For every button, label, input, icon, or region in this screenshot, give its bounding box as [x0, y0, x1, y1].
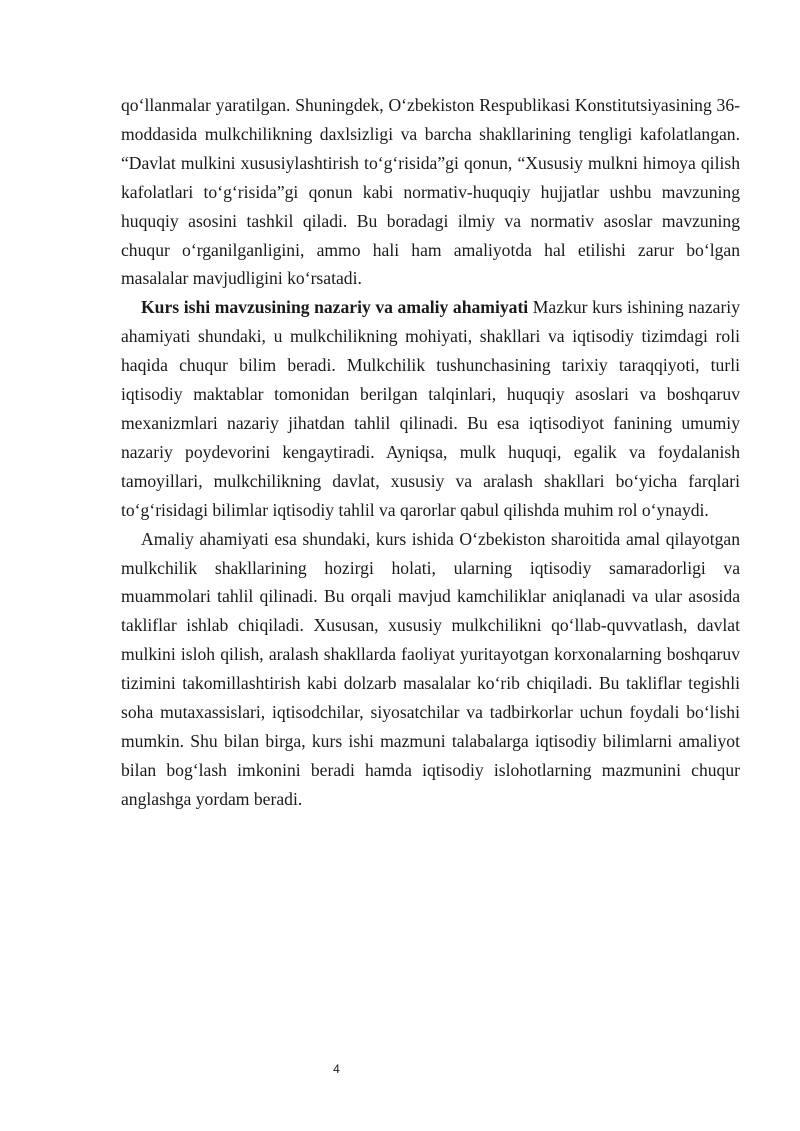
- page-number: 4: [333, 1062, 340, 1076]
- paragraph-theoretical-body: Mazkur kurs ishining nazariy ahamiyati shundaki, u mulkchilikning mohiyati, shakllari va iqtisodiy tizimdagi roli haqida chuqur bilim beradi. Mulkchilik tushunchasining tarixiy taraqqiyoti, turli iqtisodiy maktablar tomonidan berilgan talqinlari, huquqiy asoslari va boshqaruv mexanizmlari nazariy jihatdan tahlil qilinadi. Bu esa iqtisodiyot fanining umumiy nazariy poydevorini kengaytiradi. Ayniqsa, mulk huquqi, egalik va foydalanish tamoyillari, mulkchilikning davlat, xususiy va aralash shakllari bo‘yicha farqlari to‘g‘risidagi bilimlar iqtisodiy tahlil va qarorlar qabul qilishda muhim rol o‘ynaydi.: [121, 297, 740, 520]
- paragraph-legal-basis: qo‘llanmalar yaratilgan. Shuningdek, O‘zbekiston Respublikasi Konstitutsiyasining 36-moddasida mulkchilikning daxlsizligi va barcha shakllarining tengligi kafolatlangan. “Davlat mulkini xususiylashtirish to‘g‘risida”gi qonun, “Xususiy mulkni himoya qilish kafolatlari to‘g‘risida”gi qonun kabi normativ-huquqiy hujjatlar ushbu mavzuning huquqiy asosini tashkil qiladi. Bu boradagi ilmiy va normativ asoslar mavzuning chuqur o‘rganilganligini, ammo hali ham amaliyotda hal etilishi zarur bo‘lgan masalalar mavjudligini ko‘rsatadi.: [121, 95, 740, 289]
- paragraph-theoretical-significance: [121, 293, 740, 524]
- paragraph-practical-significance: Amaliy ahamiyati esa shundaki, kurs ishida O‘zbekiston sharoitida amal qilayotgan mulkchilik shakllarining hozirgi holati, ularning iqtisodiy samaradorligi va muammolari tahlil qilinadi. Bu orqali mavjud kamchiliklar aniqlanadi va ular asosida takliflar ishlab chiqiladi. Xususan, xususiy mulkchilikni qo‘llab-quvvatlash, davlat mulkini isloh qilish, aralash shakllarda faoliyat yuritayotgan korxonalarning boshqaruv tizimini takomillashtirish kabi dolzarb masalalar ko‘rib chiqiladi. Bu takliflar tegishli soha mutaxassislari, iqtisodchilar, siyosatchilar va tadbirkorlar uchun foydali bo‘lishi mumkin. Shu bilan birga, kurs ishi mazmuni talabalarga iqtisodiy bilimlarni amaliyot bilan bog‘lash imkonini beradi hamda iqtisodiy islohotlarning mazmunini chuqur anglashga yordam beradi.: [121, 528, 740, 809]
- body-text: [121, 91, 740, 814]
- section-heading-significance: Kurs ishi mavzusining nazariy va amaliy ahamiyati: [141, 297, 529, 318]
